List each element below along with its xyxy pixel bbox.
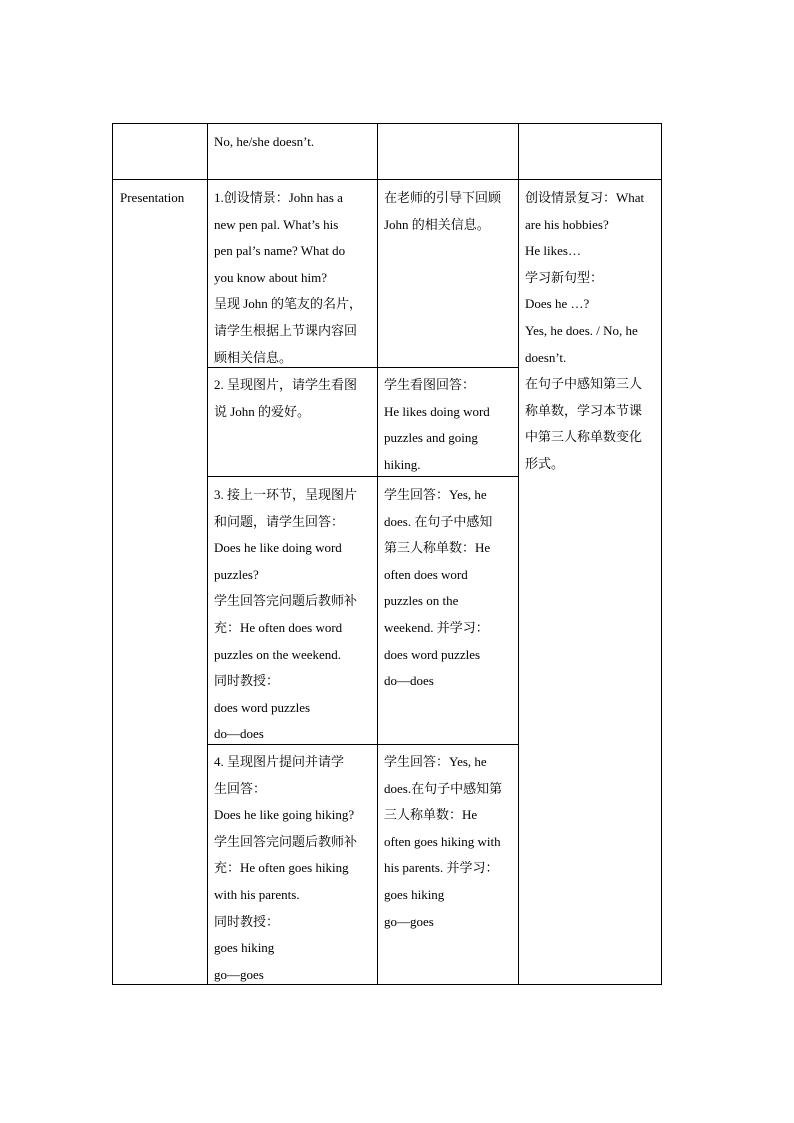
cell-line: 形式。 (525, 455, 565, 471)
cell-line: pen pal’s name? What do (214, 243, 346, 259)
cell-line: hiking. (384, 456, 421, 472)
cell-line: Does he …? (525, 296, 590, 312)
step-3-student-activity (384, 482, 492, 695)
table-border-top (112, 123, 662, 124)
cell-line: 和问题，请学生回答： (214, 513, 345, 529)
cell-line: 充：He often does word (214, 619, 343, 635)
step-4-teacher-activity (214, 749, 357, 988)
cell-line: 在句子中感知第三人 (525, 376, 643, 392)
cell-line: 2. 呈现图片，请学生看图 (214, 377, 358, 392)
cell-line: 学生看图回答： (384, 377, 476, 392)
step-4-student-activity (384, 749, 502, 935)
cell-line: often does word (384, 566, 468, 582)
cell-line: does.在句子中感知第 (384, 780, 503, 796)
cell-line: 第三人称单数：He (384, 540, 491, 556)
cell-line: 创设情景复习：What (525, 190, 645, 205)
lesson-plan-table (112, 123, 662, 985)
cell-line: 中第三人称单数变化 (525, 429, 643, 445)
cell-line: 同时教授： (214, 913, 280, 929)
cell-line: 学习新句型： (525, 269, 604, 285)
cell-line: go—goes (214, 966, 264, 982)
column-divider (377, 123, 378, 985)
step-2-student-activity (384, 372, 490, 478)
step-3-teacher-activity (214, 482, 357, 748)
cell-line: John 的相关信息。 (384, 216, 490, 232)
column-divider (207, 123, 208, 985)
table-border-right (661, 123, 662, 985)
cell-line: puzzles? (214, 566, 259, 582)
top-row-teacher-cell (214, 129, 314, 156)
cell-line: weekend. 并学习： (384, 619, 489, 635)
cell-line: do—does (384, 673, 434, 689)
cell-line: often goes hiking with (384, 833, 501, 849)
cell-line: are his hobbies? (525, 216, 609, 232)
cell-line: 三人称单数：He (384, 807, 478, 823)
stage-label: Presentation (120, 190, 185, 205)
cell-line: 1.创设情景：John has a (214, 190, 343, 205)
cell-line: 呈现 John 的笔友的名片， (214, 296, 363, 312)
cell-line: 充：He often goes hiking (214, 860, 349, 876)
cell-line: does word puzzles (214, 699, 311, 715)
table-border-bottom (112, 984, 662, 985)
column-divider (518, 123, 519, 985)
cell-line: his parents. 并学习： (384, 860, 499, 876)
cell-line: do—does (214, 726, 264, 742)
cell-line: does word puzzles (384, 646, 481, 662)
cell-line: No, he/she doesn’t. (214, 134, 315, 149)
step-1-student-activity (384, 185, 501, 238)
cell-line: does. 在句子中感知 (384, 513, 493, 529)
cell-line: puzzles on the weekend. (214, 646, 342, 662)
table-border-left (112, 123, 113, 985)
cell-line: Yes, he does. / No, he (525, 322, 638, 338)
cell-line: 学生回答：Yes, he (384, 754, 487, 769)
cell-line: you know about him? (214, 269, 328, 285)
design-purpose-cell (525, 185, 644, 478)
cell-line: doesn’t. (525, 349, 567, 365)
cell-line: with his parents. (214, 886, 300, 902)
cell-line: 请学生根据上节课内容回 (214, 322, 358, 338)
cell-line: He likes doing word (384, 403, 490, 419)
cell-line: goes hiking (384, 886, 445, 902)
cell-line: Does he like going hiking? (214, 807, 355, 823)
cell-line: go—goes (384, 913, 434, 929)
cell-line: 同时教授： (214, 673, 280, 689)
cell-line: 称单数，学习本节课 (525, 402, 643, 418)
cell-line: 4. 呈现图片提问并请学 (214, 754, 345, 769)
cell-line: puzzles on the (384, 593, 459, 609)
cell-line: 学生回答：Yes, he (384, 487, 487, 502)
cell-line: 生回答： (214, 780, 267, 796)
cell-line: 顾相关信息。 (214, 349, 293, 365)
cell-line: 学生回答完问题后教师补 (214, 593, 358, 609)
step-1-teacher-activity (214, 185, 362, 371)
row-divider (112, 179, 662, 180)
cell-line: 在老师的引导下回顾 (384, 190, 502, 205)
step-2-teacher-activity (214, 372, 357, 425)
cell-line: 说 John 的爱好。 (214, 403, 311, 419)
cell-line: puzzles and going (384, 430, 478, 446)
cell-line: 学生回答完问题后教师补 (214, 833, 358, 849)
cell-line: new pen pal. What’s his (214, 216, 339, 232)
cell-line: Does he like doing word (214, 540, 342, 556)
cell-line: He likes… (525, 243, 581, 259)
cell-line: 3. 接上一环节，呈现图片 (214, 487, 358, 502)
cell-line: goes hiking (214, 940, 275, 956)
